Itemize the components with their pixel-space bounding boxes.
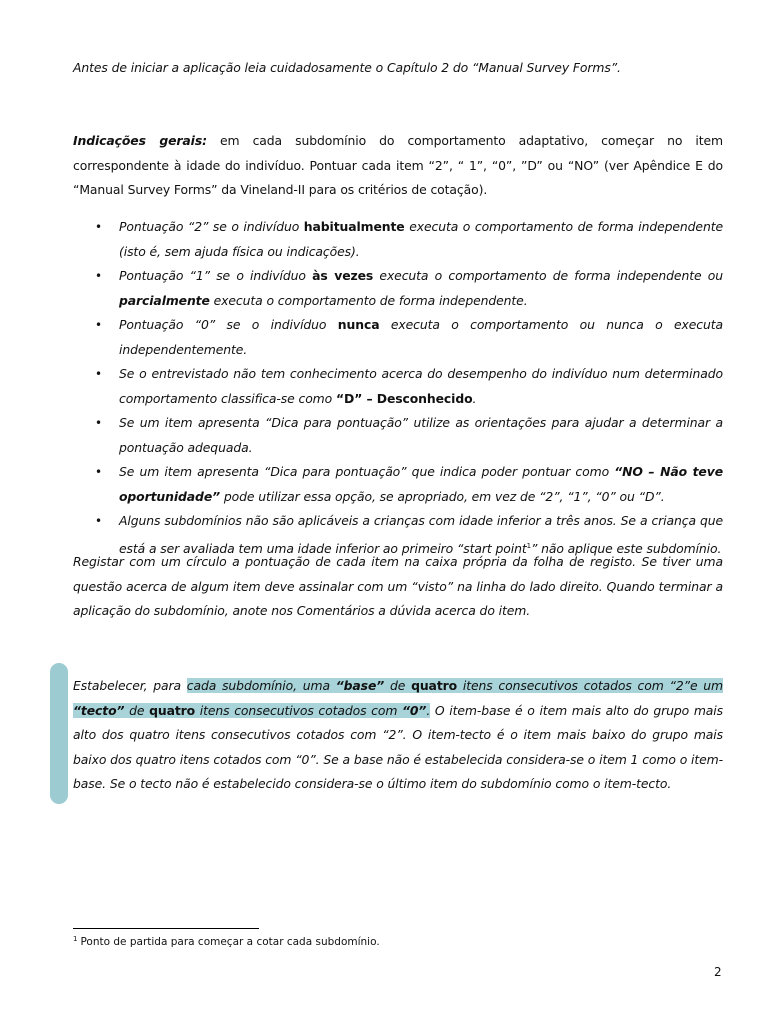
bullet-text: executa o comportamento de forma independente ou bbox=[373, 268, 723, 283]
bullet-text: pode utilizar essa opção, se apropriado, em vez de “2”, “1”, “0” ou “D”. bbox=[220, 488, 665, 504]
general-indications-text: em cada subdomínio do comportamento adaptativo, começar no item correspondente à idade do indivíduo. Pontuar cada item “2”, “ 1”, “0”, ”D” ou “NO” (ver Apêndice E do “Manual Survey Forms” da Vineland-II para os critérios de cotação). bbox=[73, 133, 723, 197]
highlight-part: de bbox=[124, 702, 150, 718]
bullet-text: Pontuação “1” se o indivíduo bbox=[119, 268, 313, 283]
bullet-text: executa o comportamento ou nunca o executa independentemente. bbox=[119, 317, 723, 357]
scoring-bullet-list bbox=[73, 215, 723, 561]
highlight-emphasis: “base” bbox=[335, 678, 385, 693]
highlight-emphasis: “0” bbox=[402, 702, 427, 718]
bullet-emphasis: às vezes bbox=[312, 268, 374, 283]
bullet-emphasis: nunca bbox=[337, 317, 380, 332]
bullet-text: executa o comportamento de forma independente. bbox=[209, 292, 528, 308]
highlight-part: cada subdomínio, uma bbox=[186, 678, 336, 693]
register-paragraph bbox=[73, 550, 723, 624]
highlight-part: de bbox=[384, 678, 412, 693]
highlight-emphasis: “tecto” bbox=[73, 702, 125, 718]
intro-text: Antes de iniciar a aplicação leia cuidadosamente o Capítulo 2 do “Manual Survey Forms”. bbox=[73, 60, 621, 75]
highlight-part: . bbox=[426, 702, 431, 718]
footnote bbox=[73, 935, 380, 948]
bullet-text: Alguns subdomínios não são aplicáveis a crianças com idade inferior a três anos. Se a criança que está a ser avaliada tem uma idade inferior ao primeiro “start point bbox=[119, 513, 723, 556]
bullet-emphasis: “NO – Não teve oportunidade” bbox=[119, 464, 723, 504]
list-item bbox=[73, 362, 723, 411]
establish-paragraph bbox=[73, 674, 723, 797]
list-item bbox=[73, 411, 723, 460]
paragraph-text: Estabelecer, para bbox=[73, 678, 187, 693]
list-item bbox=[73, 460, 723, 509]
bullet-text: Pontuação “2” se o indivíduo bbox=[119, 219, 304, 234]
footnote-reference[interactable]: 1 bbox=[526, 541, 531, 550]
bullet-emphasis: parcialmente bbox=[119, 292, 210, 308]
footnote-text: Ponto de partida para começar a cotar cada subdomínio. bbox=[80, 936, 380, 948]
list-item bbox=[73, 313, 723, 362]
highlight-part: itens consecutivos cotados com “2”e um bbox=[457, 678, 724, 693]
bullet-emphasis: habitualmente bbox=[303, 219, 405, 234]
bullet-text: . bbox=[472, 390, 477, 406]
paragraph-text: O item-base é o item mais alto do grupo mais alto dos quatro itens consecutivos cotados com “2”. O item-tecto é o item mais baixo do grupo mais baixo dos quatro itens cotados com “0”. Se a base não é estabelecida considera-se o item 1 como o item-base. Se o tecto não é estabelecido considera-se o último item do subdomínio como o item-tecto. bbox=[73, 702, 723, 791]
general-indications-label: Indicações gerais: bbox=[73, 133, 207, 148]
bullet-text: Se o entrevistado não tem conhecimento acerca do desempenho do indivíduo num determinado comportamento classifica-se como bbox=[119, 366, 723, 406]
intro-paragraph bbox=[73, 56, 723, 81]
highlight-part: itens consecutivos cotados com bbox=[195, 702, 403, 718]
highlight-emphasis: quatro bbox=[149, 702, 196, 718]
bullet-text: ” não aplique este subdomínio. bbox=[530, 540, 722, 556]
list-item bbox=[73, 264, 723, 313]
highlight-emphasis: quatro bbox=[411, 678, 458, 693]
bullet-emphasis: “D” – Desconhecido bbox=[335, 390, 473, 406]
register-text: Registar com um círculo a pontuação de cada item na caixa própria da folha de registo. Se tiver uma questão acerca de algum item deve assinalar com um “visto” na linha do lado direito. Quando terminar a aplicação do subdomínio, anote nos Comentários a dúvida acerca do item. bbox=[73, 554, 723, 618]
comment-margin-marker[interactable] bbox=[50, 663, 68, 804]
list-item bbox=[73, 215, 723, 264]
footnote-number: 1 bbox=[73, 935, 78, 943]
bullet-text: executa o comportamento de forma independente (isto é, sem ajuda física ou indicações). bbox=[119, 219, 723, 259]
general-indications-paragraph bbox=[73, 129, 723, 203]
footnote-divider bbox=[73, 928, 259, 929]
bullet-text: Se um item apresenta “Dica para pontuação” utilize as orientações para ajudar a determinar a pontuação adequada. bbox=[119, 415, 723, 455]
bullet-text: Se um item apresenta “Dica para pontuação” que indica poder pontuar como bbox=[119, 464, 615, 479]
page-number: 2 bbox=[714, 965, 722, 979]
bullet-text: Pontuação “0” se o indivíduo bbox=[119, 317, 338, 332]
